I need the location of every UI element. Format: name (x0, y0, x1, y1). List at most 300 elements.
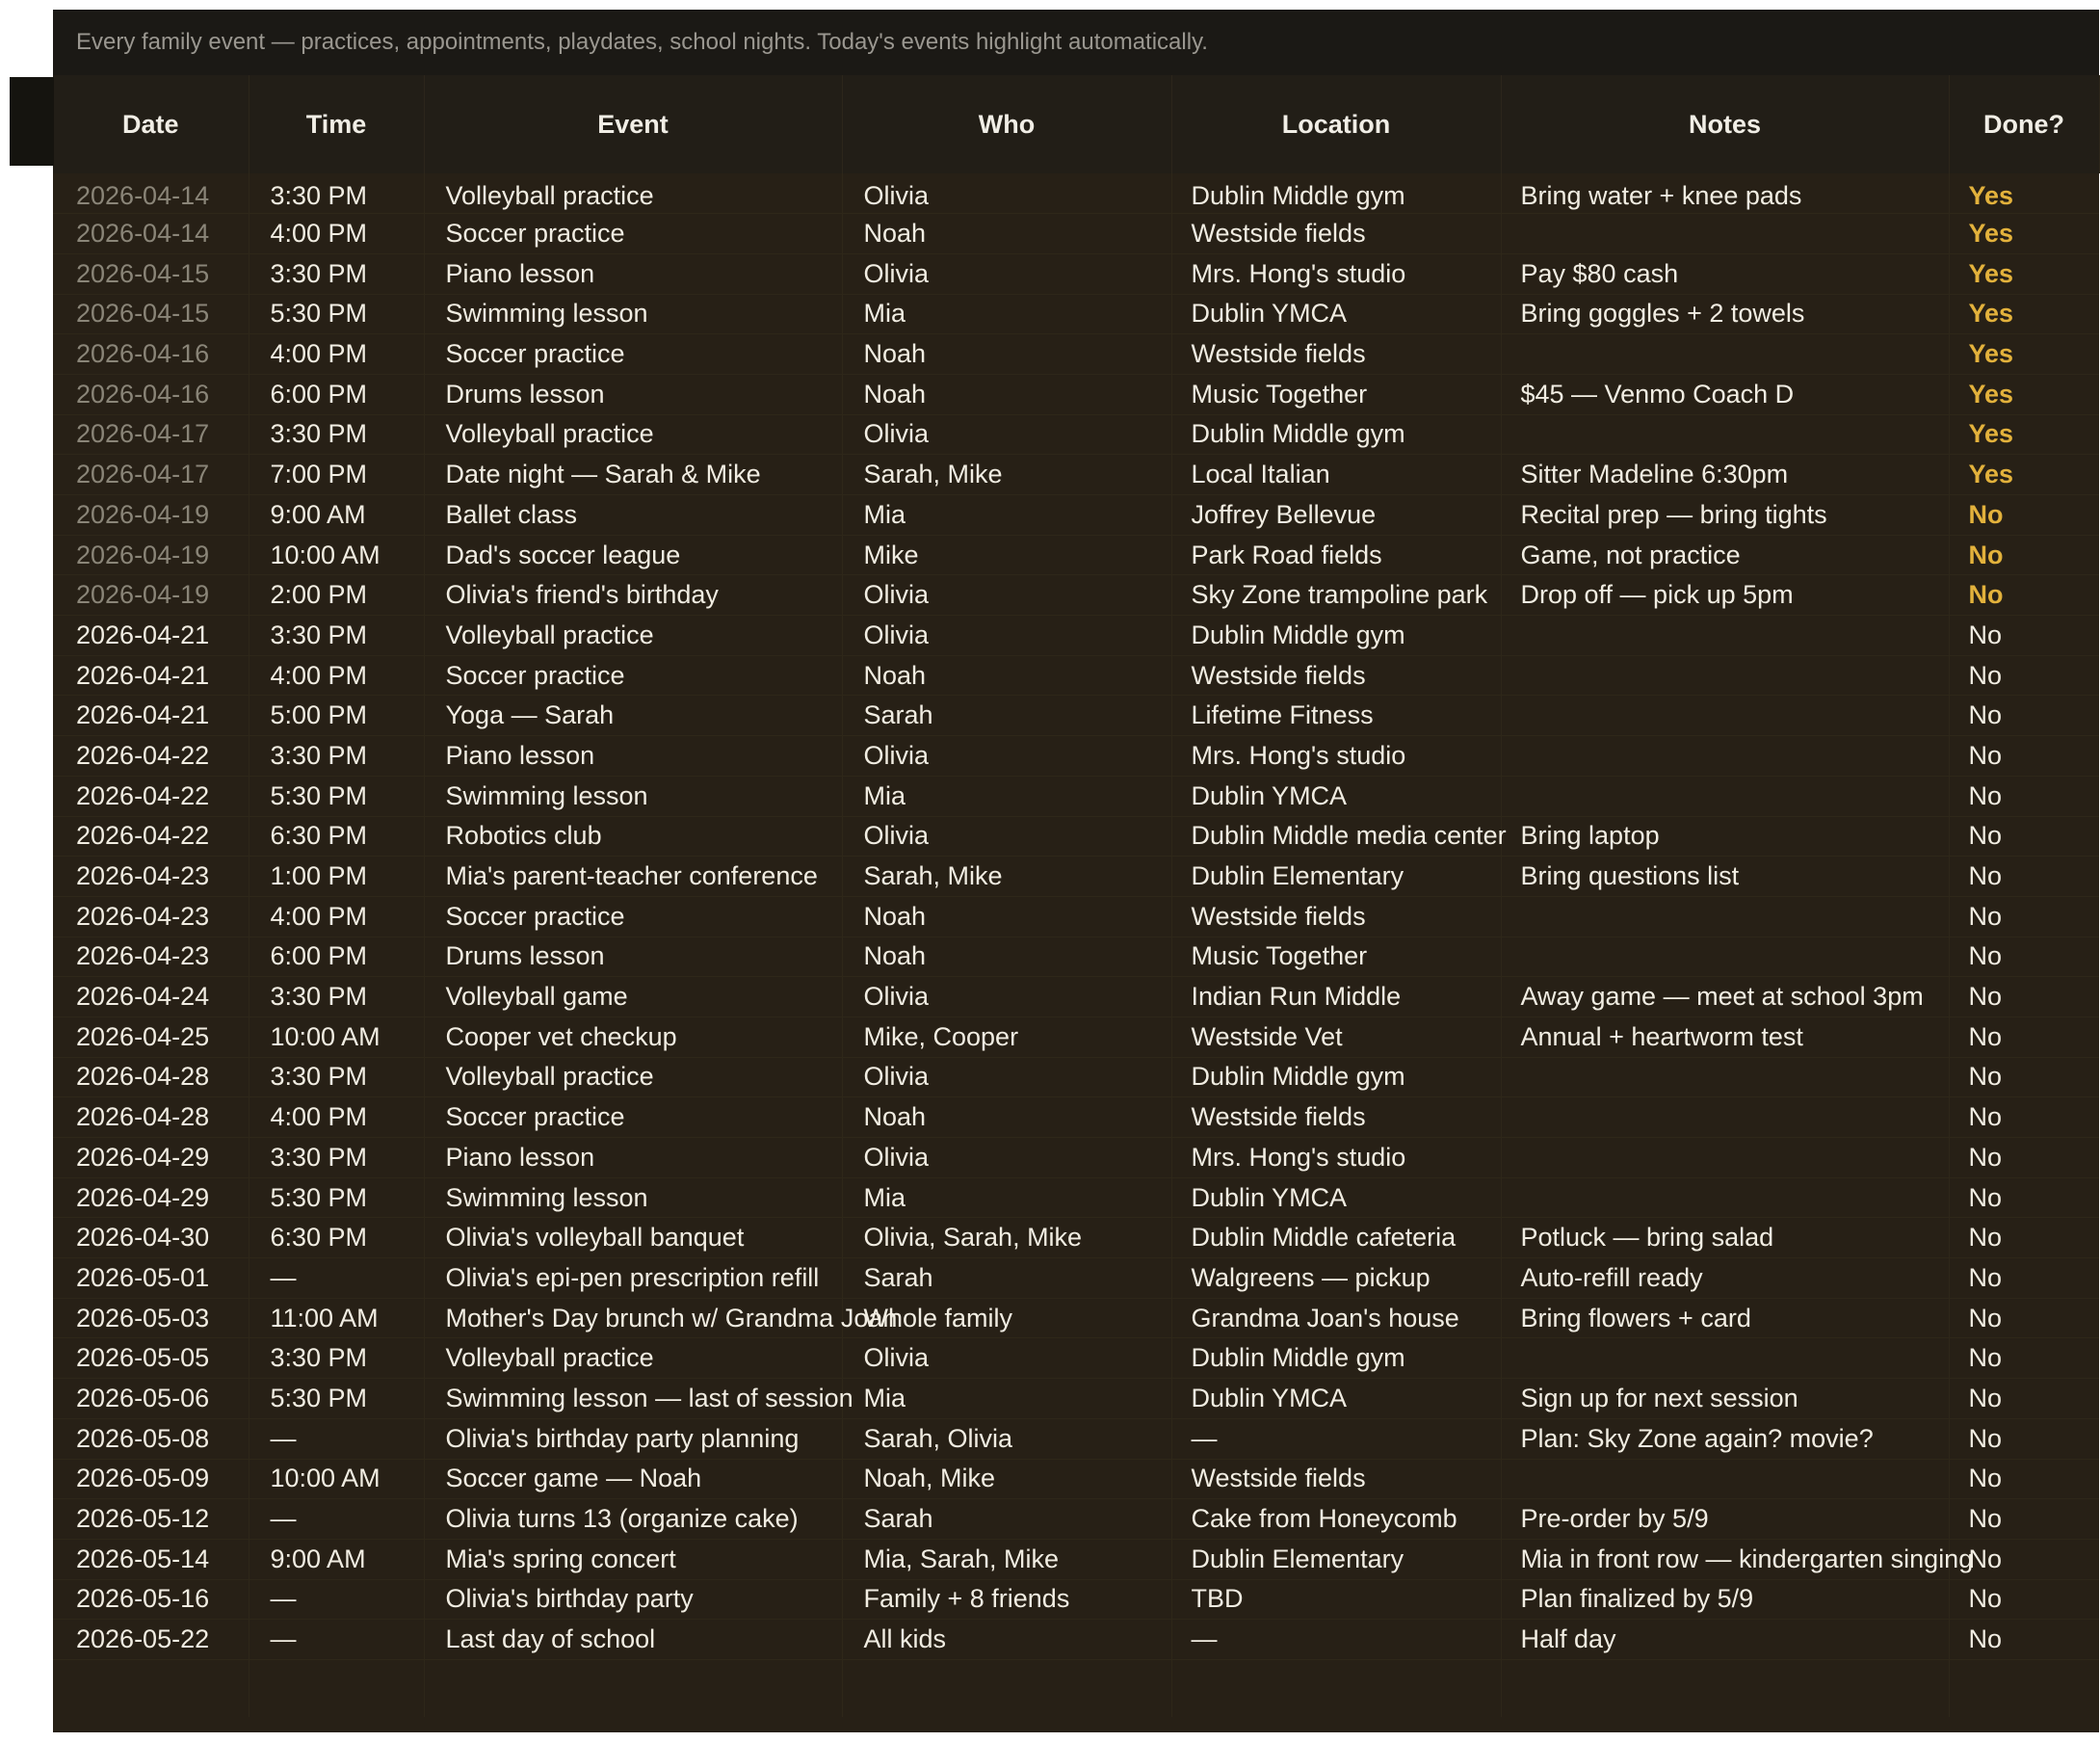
cell-who[interactable]: Mia (842, 294, 1171, 334)
cell-notes[interactable]: Auto-refill ready (1501, 1258, 1949, 1299)
cell-notes[interactable] (1501, 616, 1949, 656)
table-row[interactable] (53, 253, 2099, 294)
cell-date[interactable]: 2026-04-23 (53, 937, 249, 977)
cell-done[interactable]: Yes (1949, 374, 2099, 414)
cell-notes[interactable] (1501, 414, 1949, 455)
cell-notes[interactable] (1501, 776, 1949, 816)
cell-who[interactable]: Olivia (842, 977, 1171, 1017)
cell-location[interactable]: Westside fields (1171, 1459, 1501, 1499)
cell-time[interactable]: 9:00 AM (249, 1539, 424, 1579)
table-row[interactable] (53, 937, 2099, 977)
cell-who[interactable]: Olivia (842, 736, 1171, 777)
cell-who[interactable]: Sarah (842, 1499, 1171, 1540)
cell-date[interactable]: 2026-05-03 (53, 1298, 249, 1338)
cell-who[interactable]: Olivia (842, 414, 1171, 455)
cell-event[interactable]: Soccer practice (424, 896, 842, 937)
column-header-who[interactable]: Who (842, 75, 1171, 173)
table-row[interactable] (53, 1459, 2099, 1499)
cell-date[interactable]: 2026-04-19 (53, 495, 249, 536)
cell-time[interactable]: 3:30 PM (249, 1138, 424, 1178)
cell-event[interactable]: Yoga — Sarah (424, 696, 842, 736)
cell-done[interactable]: Yes (1949, 173, 2099, 214)
cell-done[interactable]: No (1949, 1057, 2099, 1097)
cell-date[interactable]: 2026-04-19 (53, 535, 249, 575)
cell-date[interactable]: 2026-04-30 (53, 1218, 249, 1258)
cell-location[interactable]: Dublin Middle gym (1171, 173, 1501, 214)
cell-date[interactable]: 2026-04-25 (53, 1016, 249, 1057)
table-row[interactable] (53, 1138, 2099, 1178)
cell-done[interactable]: Yes (1949, 253, 2099, 294)
cell-event[interactable]: Olivia's friend's birthday (424, 575, 842, 616)
cell-notes[interactable] (1501, 696, 1949, 736)
cell-event[interactable]: Piano lesson (424, 1138, 842, 1178)
cell-event[interactable]: Piano lesson (424, 736, 842, 777)
cell-who[interactable]: Mia (842, 1379, 1171, 1419)
cell-done[interactable]: No (1949, 535, 2099, 575)
cell-done[interactable]: No (1949, 696, 2099, 736)
cell-who[interactable]: Noah (842, 1097, 1171, 1138)
cell-notes[interactable]: Bring laptop (1501, 816, 1949, 857)
cell-location[interactable]: Dublin YMCA (1171, 776, 1501, 816)
cell-location[interactable]: Dublin Middle cafeteria (1171, 1218, 1501, 1258)
table-row[interactable] (53, 1177, 2099, 1218)
cell-date[interactable]: 2026-05-09 (53, 1459, 249, 1499)
cell-time[interactable]: 7:00 PM (249, 455, 424, 495)
table-row[interactable] (53, 1379, 2099, 1419)
cell-done[interactable]: No (1949, 1579, 2099, 1620)
column-header-time[interactable]: Time (249, 75, 424, 173)
cell-date[interactable]: 2026-05-14 (53, 1539, 249, 1579)
cell-who[interactable]: Olivia (842, 1338, 1171, 1379)
cell-location[interactable]: Cake from Honeycomb (1171, 1499, 1501, 1540)
cell-notes[interactable]: $45 — Venmo Coach D (1501, 374, 1949, 414)
cell-event[interactable]: Volleyball practice (424, 414, 842, 455)
cell-notes[interactable]: Away game — meet at school 3pm (1501, 977, 1949, 1017)
table-row[interactable] (53, 655, 2099, 696)
table-row[interactable] (53, 696, 2099, 736)
cell-date[interactable]: 2026-04-23 (53, 857, 249, 897)
cell-time[interactable]: 5:00 PM (249, 696, 424, 736)
cell-time[interactable]: 3:30 PM (249, 414, 424, 455)
table-row[interactable] (53, 1218, 2099, 1258)
cell-who[interactable]: Family + 8 friends (842, 1579, 1171, 1620)
cell-location[interactable]: Westside fields (1171, 214, 1501, 254)
cell-done[interactable]: No (1949, 776, 2099, 816)
cell-notes[interactable]: Half day (1501, 1620, 1949, 1660)
cell-notes[interactable] (1501, 1338, 1949, 1379)
cell-notes[interactable]: Pre-order by 5/9 (1501, 1499, 1949, 1540)
cell-date[interactable]: 2026-04-16 (53, 374, 249, 414)
cell-time[interactable]: 3:30 PM (249, 977, 424, 1017)
cell-done[interactable]: No (1949, 1499, 2099, 1540)
cell-who[interactable]: Olivia (842, 616, 1171, 656)
cell-notes[interactable] (1501, 1177, 1949, 1218)
column-header-notes[interactable]: Notes (1501, 75, 1949, 173)
cell-notes[interactable]: Annual + heartworm test (1501, 1016, 1949, 1057)
table-row[interactable] (53, 214, 2099, 254)
cell-notes[interactable]: Mia in front row — kindergarten singing (1501, 1539, 1949, 1579)
cell-time[interactable]: 10:00 AM (249, 1459, 424, 1499)
cell-who[interactable]: Whole family (842, 1298, 1171, 1338)
cell-location[interactable]: Dublin YMCA (1171, 1177, 1501, 1218)
cell-notes[interactable]: Plan finalized by 5/9 (1501, 1579, 1949, 1620)
table-row[interactable] (53, 575, 2099, 616)
table-row[interactable] (53, 495, 2099, 536)
cell-notes[interactable] (1501, 896, 1949, 937)
cell-time[interactable]: 3:30 PM (249, 1057, 424, 1097)
cell-done[interactable]: Yes (1949, 414, 2099, 455)
cell-done[interactable]: No (1949, 1620, 2099, 1660)
table-row[interactable] (53, 977, 2099, 1017)
cell-done[interactable]: No (1949, 937, 2099, 977)
cell-date[interactable]: 2026-04-28 (53, 1097, 249, 1138)
table-row[interactable] (53, 616, 2099, 656)
cell-event[interactable]: Ballet class (424, 495, 842, 536)
cell-done[interactable]: No (1949, 816, 2099, 857)
cell-who[interactable]: Olivia (842, 253, 1171, 294)
column-header-location[interactable]: Location (1171, 75, 1501, 173)
cell-location[interactable]: Dublin Middle gym (1171, 414, 1501, 455)
cell-event[interactable]: Robotics club (424, 816, 842, 857)
cell-notes[interactable] (1501, 937, 1949, 977)
cell-event[interactable]: Mia's spring concert (424, 1539, 842, 1579)
empty-cell[interactable] (1949, 1659, 2099, 1717)
cell-who[interactable]: Olivia (842, 1057, 1171, 1097)
cell-time[interactable]: 3:30 PM (249, 173, 424, 214)
cell-location[interactable]: — (1171, 1620, 1501, 1660)
cell-date[interactable]: 2026-05-12 (53, 1499, 249, 1540)
cell-event[interactable]: Dad's soccer league (424, 535, 842, 575)
cell-done[interactable]: No (1949, 1218, 2099, 1258)
cell-who[interactable]: Noah (842, 334, 1171, 375)
cell-time[interactable]: 9:00 AM (249, 495, 424, 536)
cell-time[interactable]: 6:30 PM (249, 1218, 424, 1258)
cell-date[interactable]: 2026-04-29 (53, 1177, 249, 1218)
cell-time[interactable]: 3:30 PM (249, 1338, 424, 1379)
cell-time[interactable]: 1:00 PM (249, 857, 424, 897)
cell-who[interactable]: Noah, Mike (842, 1459, 1171, 1499)
cell-notes[interactable]: Drop off — pick up 5pm (1501, 575, 1949, 616)
cell-time[interactable]: 4:00 PM (249, 214, 424, 254)
cell-date[interactable]: 2026-04-29 (53, 1138, 249, 1178)
cell-time[interactable]: 10:00 AM (249, 1016, 424, 1057)
cell-who[interactable]: Olivia (842, 816, 1171, 857)
cell-who[interactable]: All kids (842, 1620, 1171, 1660)
cell-time[interactable]: 3:30 PM (249, 616, 424, 656)
table-row[interactable] (53, 1298, 2099, 1338)
cell-date[interactable]: 2026-05-22 (53, 1620, 249, 1660)
cell-done[interactable]: No (1949, 1298, 2099, 1338)
cell-location[interactable]: TBD (1171, 1579, 1501, 1620)
cell-event[interactable]: Soccer practice (424, 214, 842, 254)
cell-time[interactable]: — (249, 1579, 424, 1620)
cell-notes[interactable] (1501, 1459, 1949, 1499)
cell-location[interactable]: Dublin Middle gym (1171, 1057, 1501, 1097)
cell-date[interactable]: 2026-04-15 (53, 294, 249, 334)
cell-location[interactable]: Dublin Middle gym (1171, 616, 1501, 656)
cell-event[interactable]: Volleyball practice (424, 616, 842, 656)
cell-event[interactable]: Soccer practice (424, 1097, 842, 1138)
cell-event[interactable]: Drums lesson (424, 374, 842, 414)
cell-done[interactable]: Yes (1949, 294, 2099, 334)
cell-time[interactable]: — (249, 1418, 424, 1459)
cell-date[interactable]: 2026-04-21 (53, 616, 249, 656)
table-row[interactable] (53, 776, 2099, 816)
cell-location[interactable]: Westside fields (1171, 1097, 1501, 1138)
table-row[interactable] (53, 1057, 2099, 1097)
cell-done[interactable]: No (1949, 857, 2099, 897)
cell-who[interactable]: Olivia (842, 1138, 1171, 1178)
cell-time[interactable]: 2:00 PM (249, 575, 424, 616)
cell-notes[interactable]: Sitter Madeline 6:30pm (1501, 455, 1949, 495)
table-row[interactable] (53, 1499, 2099, 1540)
cell-notes[interactable] (1501, 1097, 1949, 1138)
cell-event[interactable]: Olivia's birthday party (424, 1579, 842, 1620)
cell-done[interactable]: No (1949, 495, 2099, 536)
cell-event[interactable]: Mia's parent-teacher conference (424, 857, 842, 897)
cell-event[interactable]: Date night — Sarah & Mike (424, 455, 842, 495)
empty-cell[interactable] (53, 1659, 249, 1717)
cell-notes[interactable]: Recital prep — bring tights (1501, 495, 1949, 536)
cell-who[interactable]: Mia (842, 495, 1171, 536)
cell-location[interactable]: Music Together (1171, 937, 1501, 977)
cell-notes[interactable]: Game, not practice (1501, 535, 1949, 575)
cell-notes[interactable]: Potluck — bring salad (1501, 1218, 1949, 1258)
cell-date[interactable]: 2026-04-21 (53, 655, 249, 696)
column-header-date[interactable]: Date (53, 75, 249, 173)
cell-event[interactable]: Olivia's birthday party planning (424, 1418, 842, 1459)
cell-event[interactable]: Piano lesson (424, 253, 842, 294)
cell-done[interactable]: No (1949, 1097, 2099, 1138)
cell-notes[interactable] (1501, 334, 1949, 375)
cell-date[interactable]: 2026-04-14 (53, 173, 249, 214)
empty-cell[interactable] (1501, 1659, 1949, 1717)
cell-date[interactable]: 2026-05-06 (53, 1379, 249, 1419)
cell-notes[interactable] (1501, 736, 1949, 777)
table-row[interactable] (53, 334, 2099, 375)
empty-cell[interactable] (1171, 1659, 1501, 1717)
cell-done[interactable]: No (1949, 1138, 2099, 1178)
cell-time[interactable]: 6:30 PM (249, 816, 424, 857)
cell-who[interactable]: Sarah, Mike (842, 857, 1171, 897)
cell-event[interactable]: Cooper vet checkup (424, 1016, 842, 1057)
cell-who[interactable]: Mia (842, 1177, 1171, 1218)
cell-who[interactable]: Sarah (842, 696, 1171, 736)
cell-date[interactable]: 2026-04-17 (53, 414, 249, 455)
cell-done[interactable]: No (1949, 1338, 2099, 1379)
cell-done[interactable]: No (1949, 736, 2099, 777)
cell-date[interactable]: 2026-04-16 (53, 334, 249, 375)
cell-done[interactable]: No (1949, 655, 2099, 696)
cell-time[interactable]: — (249, 1258, 424, 1299)
cell-date[interactable]: 2026-04-15 (53, 253, 249, 294)
cell-event[interactable]: Drums lesson (424, 937, 842, 977)
cell-event[interactable]: Soccer practice (424, 655, 842, 696)
cell-location[interactable]: Mrs. Hong's studio (1171, 736, 1501, 777)
cell-location[interactable]: Walgreens — pickup (1171, 1258, 1501, 1299)
cell-who[interactable]: Mike (842, 535, 1171, 575)
cell-location[interactable]: Grandma Joan's house (1171, 1298, 1501, 1338)
cell-time[interactable]: 3:30 PM (249, 736, 424, 777)
cell-who[interactable]: Sarah, Mike (842, 455, 1171, 495)
column-header-event[interactable]: Event (424, 75, 842, 173)
cell-location[interactable]: Mrs. Hong's studio (1171, 1138, 1501, 1178)
cell-location[interactable]: Park Road fields (1171, 535, 1501, 575)
cell-notes[interactable] (1501, 1057, 1949, 1097)
table-row[interactable] (53, 1539, 2099, 1579)
cell-event[interactable]: Soccer practice (424, 334, 842, 375)
cell-time[interactable]: 4:00 PM (249, 655, 424, 696)
cell-time[interactable]: 5:30 PM (249, 1379, 424, 1419)
cell-location[interactable]: Sky Zone trampoline park (1171, 575, 1501, 616)
cell-done[interactable]: Yes (1949, 455, 2099, 495)
cell-date[interactable]: 2026-05-16 (53, 1579, 249, 1620)
cell-time[interactable]: — (249, 1499, 424, 1540)
cell-notes[interactable]: Pay $80 cash (1501, 253, 1949, 294)
cell-event[interactable]: Swimming lesson (424, 294, 842, 334)
cell-event[interactable]: Volleyball practice (424, 173, 842, 214)
cell-who[interactable]: Olivia (842, 575, 1171, 616)
table-row[interactable] (53, 414, 2099, 455)
cell-location[interactable]: Westside fields (1171, 655, 1501, 696)
cell-time[interactable]: 4:00 PM (249, 1097, 424, 1138)
cell-event[interactable]: Soccer game — Noah (424, 1459, 842, 1499)
cell-event[interactable]: Swimming lesson (424, 776, 842, 816)
cell-notes[interactable]: Sign up for next session (1501, 1379, 1949, 1419)
cell-date[interactable]: 2026-04-28 (53, 1057, 249, 1097)
cell-who[interactable]: Sarah (842, 1258, 1171, 1299)
cell-notes[interactable]: Bring questions list (1501, 857, 1949, 897)
table-row[interactable] (53, 1258, 2099, 1299)
cell-date[interactable]: 2026-05-01 (53, 1258, 249, 1299)
cell-notes[interactable]: Bring goggles + 2 towels (1501, 294, 1949, 334)
cell-date[interactable]: 2026-04-19 (53, 575, 249, 616)
cell-notes[interactable]: Bring water + knee pads (1501, 173, 1949, 214)
cell-event[interactable]: Mother's Day brunch w/ Grandma Joan (424, 1298, 842, 1338)
cell-who[interactable]: Olivia (842, 173, 1171, 214)
cell-who[interactable]: Mike, Cooper (842, 1016, 1171, 1057)
cell-time[interactable]: 5:30 PM (249, 776, 424, 816)
table-row[interactable] (53, 1338, 2099, 1379)
table-row[interactable] (53, 896, 2099, 937)
cell-date[interactable]: 2026-04-22 (53, 816, 249, 857)
cell-location[interactable]: Westside fields (1171, 896, 1501, 937)
cell-who[interactable]: Noah (842, 374, 1171, 414)
cell-date[interactable]: 2026-04-22 (53, 736, 249, 777)
cell-done[interactable]: Yes (1949, 214, 2099, 254)
cell-done[interactable]: No (1949, 896, 2099, 937)
table-row[interactable] (53, 1620, 2099, 1660)
cell-notes[interactable]: Plan: Sky Zone again? movie? (1501, 1418, 1949, 1459)
cell-who[interactable]: Mia (842, 776, 1171, 816)
table-row[interactable] (53, 455, 2099, 495)
table-row[interactable] (53, 1097, 2099, 1138)
cell-done[interactable]: No (1949, 1177, 2099, 1218)
cell-location[interactable]: Mrs. Hong's studio (1171, 253, 1501, 294)
cell-location[interactable]: — (1171, 1418, 1501, 1459)
cell-location[interactable]: Indian Run Middle (1171, 977, 1501, 1017)
cell-notes[interactable] (1501, 1138, 1949, 1178)
cell-location[interactable]: Westside Vet (1171, 1016, 1501, 1057)
empty-cell[interactable] (842, 1659, 1171, 1717)
table-row[interactable] (53, 1579, 2099, 1620)
cell-date[interactable]: 2026-04-22 (53, 776, 249, 816)
cell-event[interactable]: Olivia turns 13 (organize cake) (424, 1499, 842, 1540)
table-row[interactable] (53, 374, 2099, 414)
cell-done[interactable]: No (1949, 1418, 2099, 1459)
cell-event[interactable]: Volleyball practice (424, 1057, 842, 1097)
cell-done[interactable]: No (1949, 1379, 2099, 1419)
cell-time[interactable]: 6:00 PM (249, 937, 424, 977)
cell-time[interactable]: 5:30 PM (249, 1177, 424, 1218)
cell-date[interactable]: 2026-04-23 (53, 896, 249, 937)
cell-who[interactable]: Noah (842, 937, 1171, 977)
cell-date[interactable]: 2026-04-24 (53, 977, 249, 1017)
table-row[interactable] (53, 736, 2099, 777)
cell-notes[interactable] (1501, 214, 1949, 254)
cell-location[interactable]: Dublin Middle media center (1171, 816, 1501, 857)
cell-who[interactable]: Noah (842, 655, 1171, 696)
cell-notes[interactable]: Bring flowers + card (1501, 1298, 1949, 1338)
cell-date[interactable]: 2026-04-14 (53, 214, 249, 254)
cell-done[interactable]: No (1949, 1459, 2099, 1499)
cell-who[interactable]: Noah (842, 896, 1171, 937)
cell-location[interactable]: Lifetime Fitness (1171, 696, 1501, 736)
cell-location[interactable]: Music Together (1171, 374, 1501, 414)
cell-date[interactable]: 2026-05-08 (53, 1418, 249, 1459)
cell-event[interactable]: Olivia's epi-pen prescription refill (424, 1258, 842, 1299)
table-row[interactable] (53, 857, 2099, 897)
cell-event[interactable]: Volleyball practice (424, 1338, 842, 1379)
cell-location[interactable]: Dublin YMCA (1171, 294, 1501, 334)
cell-time[interactable]: 11:00 AM (249, 1298, 424, 1338)
cell-who[interactable]: Noah (842, 214, 1171, 254)
cell-done[interactable]: No (1949, 575, 2099, 616)
cell-time[interactable]: 5:30 PM (249, 294, 424, 334)
empty-cell[interactable] (249, 1659, 424, 1717)
cell-time[interactable]: 4:00 PM (249, 896, 424, 937)
cell-event[interactable]: Swimming lesson — last of session (424, 1379, 842, 1419)
cell-time[interactable]: — (249, 1620, 424, 1660)
cell-notes[interactable] (1501, 655, 1949, 696)
cell-location[interactable]: Dublin Middle gym (1171, 1338, 1501, 1379)
cell-done[interactable]: No (1949, 977, 2099, 1017)
cell-done[interactable]: No (1949, 616, 2099, 656)
cell-location[interactable]: Westside fields (1171, 334, 1501, 375)
cell-location[interactable]: Dublin YMCA (1171, 1379, 1501, 1419)
cell-location[interactable]: Joffrey Bellevue (1171, 495, 1501, 536)
cell-event[interactable]: Swimming lesson (424, 1177, 842, 1218)
cell-event[interactable]: Olivia's volleyball banquet (424, 1218, 842, 1258)
table-row[interactable] (53, 1016, 2099, 1057)
cell-who[interactable]: Sarah, Olivia (842, 1418, 1171, 1459)
cell-location[interactable]: Dublin Elementary (1171, 1539, 1501, 1579)
empty-cell[interactable] (424, 1659, 842, 1717)
cell-date[interactable]: 2026-04-21 (53, 696, 249, 736)
cell-done[interactable]: No (1949, 1016, 2099, 1057)
cell-event[interactable]: Last day of school (424, 1620, 842, 1660)
cell-time[interactable]: 10:00 AM (249, 535, 424, 575)
cell-event[interactable]: Volleyball game (424, 977, 842, 1017)
table-row[interactable] (53, 1418, 2099, 1459)
cell-done[interactable]: No (1949, 1258, 2099, 1299)
cell-time[interactable]: 6:00 PM (249, 374, 424, 414)
cell-done[interactable]: No (1949, 1539, 2099, 1579)
cell-date[interactable]: 2026-04-17 (53, 455, 249, 495)
table-row[interactable] (53, 816, 2099, 857)
cell-who[interactable]: Mia, Sarah, Mike (842, 1539, 1171, 1579)
cell-date[interactable]: 2026-05-05 (53, 1338, 249, 1379)
